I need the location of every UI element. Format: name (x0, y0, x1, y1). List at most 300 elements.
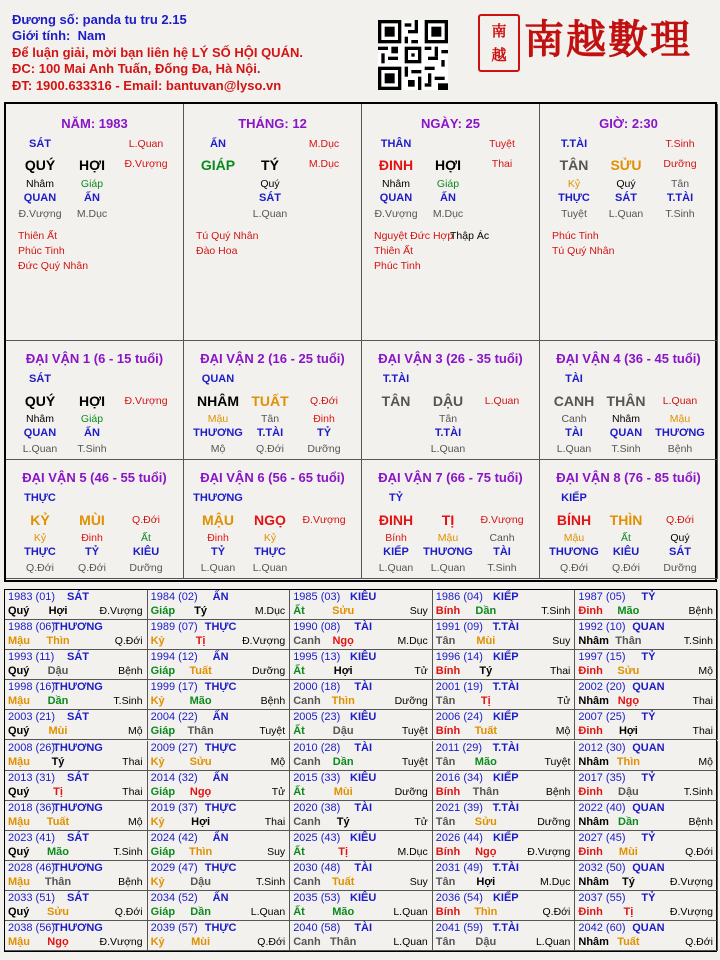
annual-branch: Tý (194, 605, 208, 617)
annual-branch: Tị (53, 785, 63, 798)
hidden-god: THƯƠNG (423, 546, 473, 558)
pillar-branch: HỢI (435, 157, 461, 173)
annual-branch: Mão (47, 845, 69, 858)
annual-year: 2000 (18) (293, 681, 341, 694)
annual-stem: Tân (435, 815, 456, 828)
hidden-stem: Tân (438, 413, 458, 425)
dai-van-title: ĐẠI VẬN 7 (66 - 75 tuổi) (378, 470, 523, 485)
dai-van-branch: MÙI (79, 512, 105, 528)
annual-year: 2006 (24) (435, 711, 483, 724)
annual-cell (433, 590, 576, 620)
hidden-god: ẤN (440, 192, 456, 204)
hidden-god: TỶ (210, 546, 226, 558)
annual-stage: Mộ (270, 755, 286, 768)
annual-branch: Sửu (474, 815, 497, 828)
hidden-stem: Quý (670, 532, 690, 544)
annual-cell (290, 620, 433, 650)
annual-year: 2016 (34) (435, 771, 483, 784)
annual-god: QUAN (632, 621, 665, 634)
dai-van-god: SÁT (29, 373, 51, 385)
annual-cell (433, 680, 576, 710)
dai-van-title: ĐẠI VẬN 8 (76 - 85 tuổi) (556, 470, 701, 485)
annual-god: TỶ (641, 892, 656, 904)
annual-stem: Bính (435, 845, 461, 858)
annual-stage: Đ.Vượng (669, 875, 713, 888)
annual-stage: Q.Đới (257, 936, 286, 949)
annual-stage: Đ.Vượng (242, 635, 286, 648)
annual-stem: Nhâm (578, 875, 609, 888)
chart-header (12, 12, 303, 94)
annual-year: 2038 (56) (8, 922, 56, 935)
annual-god: KIÊU (350, 892, 377, 904)
annual-cell (290, 771, 433, 801)
annual-year: 2002 (20) (578, 681, 626, 694)
annual-year: 1985 (03) (293, 591, 341, 603)
annual-cell (433, 891, 576, 921)
annual-cell (575, 710, 718, 740)
annual-god: THƯƠNG (53, 861, 103, 874)
annual-cell (148, 590, 291, 620)
annual-cell (148, 650, 291, 680)
dai-van-cell (184, 460, 362, 579)
annual-year: 1988 (06) (8, 621, 56, 634)
dai-van-cell (184, 341, 362, 460)
annual-branch: Dần (190, 906, 211, 918)
pillar-stem: QUÝ (24, 157, 56, 173)
hidden-stem: Kỷ (263, 532, 277, 544)
annual-stem: Mậu (8, 936, 30, 949)
annual-god: T.TÀI (492, 681, 519, 694)
annual-stem: Đinh (578, 906, 603, 918)
hidden-stage: L.Quan (608, 208, 644, 220)
annual-year: 2014 (32) (150, 771, 198, 784)
annual-year: 2003 (21) (8, 711, 56, 724)
annual-branch: Thân (187, 725, 214, 738)
annual-stage: Mộ (128, 725, 143, 738)
annual-god: ẤN (212, 711, 229, 724)
phone-email-line: ĐT: 1900.633316 - Email: bantuvan@lyso.vn (12, 77, 282, 93)
dai-van-cell (6, 460, 184, 579)
hidden-stem: Mậu (207, 413, 229, 425)
annual-cell (290, 680, 433, 710)
annual-grid (4, 589, 717, 952)
annual-stem: Mậu (8, 755, 30, 768)
annual-year: 2027 (45) (578, 831, 626, 844)
annual-cell (148, 921, 291, 951)
pillar-star: Phúc Tinh (18, 245, 65, 257)
annual-stage: Thai (692, 695, 713, 708)
annual-year: 2018 (36) (8, 801, 56, 814)
annual-cell (575, 650, 718, 680)
annual-branch: Dần (47, 695, 69, 708)
annual-cell (575, 801, 718, 831)
annual-branch: Tuất (331, 875, 355, 888)
annual-cell (290, 710, 433, 740)
annual-year: 1983 (01) (8, 591, 56, 603)
pillar-star: Thiên Ất (374, 245, 414, 257)
annual-branch: Dần (332, 755, 354, 768)
hidden-god: ẤN (84, 192, 100, 204)
annual-cell (290, 921, 433, 951)
annual-year: 1987 (05) (578, 591, 626, 603)
hidden-stem: Nhâm (25, 413, 55, 425)
hidden-god: SÁT (615, 192, 637, 204)
annual-god: THƯƠNG (53, 741, 103, 754)
pillar-star: Tú Quý Nhân (196, 230, 259, 242)
annual-god: QUAN (632, 681, 665, 694)
pillar-stem-stage: M.Dục (308, 138, 340, 150)
annual-year: 1999 (17) (150, 681, 198, 694)
annual-god: KIẾP (492, 651, 519, 664)
hidden-stage: T.Sinh (487, 562, 517, 574)
pillar-stem-god: T.TÀI (560, 138, 588, 150)
annual-god: QUAN (632, 801, 665, 814)
pillar-stem: TÂN (559, 157, 589, 173)
hidden-god: KIẾP (383, 546, 409, 558)
annual-stage: T.Sinh (683, 635, 713, 648)
hidden-god: THỰC (24, 546, 56, 558)
annual-year: 2042 (60) (578, 922, 626, 935)
annual-year: 2040 (58) (293, 922, 341, 935)
hidden-stem: Giáp (80, 178, 104, 190)
pillar-title: THÁNG: 12 (238, 116, 307, 131)
annual-stage: M.Dục (397, 845, 428, 858)
dai-van-stem: QUÝ (24, 393, 56, 409)
dai-van-cell (540, 341, 718, 460)
dai-van-branch: THÌN (609, 512, 643, 528)
annual-god: THƯƠNG (53, 801, 103, 814)
annual-cell (5, 831, 148, 861)
dai-van-branch: NGỌ (254, 512, 286, 528)
annual-god: TÀI (354, 621, 373, 634)
annual-stage: Dưỡng (394, 695, 428, 708)
annual-stem: Quý (8, 665, 30, 678)
annual-god: KIẾP (492, 771, 519, 784)
annual-stage: Bệnh (688, 605, 713, 617)
dai-van-cell (540, 460, 718, 579)
annual-stage: Suy (409, 875, 428, 888)
annual-year: 1984 (02) (150, 591, 198, 603)
annual-god: THỰC (204, 681, 237, 694)
annual-stage: Bệnh (260, 695, 286, 708)
hidden-stem: Quý (260, 178, 280, 190)
chart-grid (4, 102, 717, 582)
annual-stem: Bính (435, 906, 461, 918)
hidden-god: TÀI (493, 546, 511, 558)
annual-cell (575, 620, 718, 650)
annual-god: TỶ (641, 651, 656, 664)
annual-stage: M.Dục (540, 875, 571, 888)
dai-van-branch: THÂN (606, 393, 646, 409)
hidden-stem: Nhâm (25, 178, 55, 190)
annual-year: 1986 (04) (435, 591, 483, 603)
pillar-title: GIỜ: 2:30 (599, 116, 658, 131)
annual-cell (575, 921, 718, 951)
annual-year: 1998 (16) (8, 681, 56, 694)
hidden-stem: Tân (670, 178, 690, 190)
annual-god: THƯƠNG (53, 922, 103, 935)
dai-van-god: TỶ (388, 492, 404, 504)
hidden-stem: Mậu (563, 532, 585, 544)
pillar-star: Nguyệt Đức Hợp (374, 230, 454, 242)
dai-van-title: ĐẠI VẬN 5 (46 - 55 tuổi) (22, 470, 167, 485)
annual-year: 1992 (10) (578, 621, 626, 634)
annual-stem: Giáp (150, 785, 176, 798)
annual-stage: Tử (414, 815, 428, 828)
hidden-stage: Tuyệt (561, 208, 587, 220)
annual-god: THỰC (204, 861, 237, 874)
annual-year: 2007 (25) (578, 711, 626, 724)
dai-van-god: THỰC (24, 492, 56, 504)
annual-god: KIẾP (492, 591, 519, 603)
annual-cell (433, 801, 576, 831)
dai-van-stage: Q.Đới (310, 395, 338, 407)
annual-stem: Mậu (8, 635, 30, 648)
hidden-stem: Giáp (80, 413, 104, 425)
dai-van-branch: TỊ (441, 512, 455, 528)
annual-stage: Mộ (555, 725, 571, 738)
pillar-star: Phúc Tinh (374, 260, 421, 272)
annual-god: T.TÀI (492, 922, 519, 935)
hidden-stem: Đinh (207, 532, 229, 544)
dai-van-title: ĐẠI VẬN 6 (56 - 65 tuổi) (200, 470, 345, 485)
hidden-stage: Dưỡng (307, 443, 341, 455)
annual-year: 2035 (53) (293, 892, 341, 904)
annual-stage: M.Dục (397, 635, 428, 648)
annual-year: 2030 (48) (293, 861, 341, 874)
annual-year: 1993 (11) (8, 651, 55, 664)
annual-branch: Tý (51, 755, 65, 768)
annual-stage: Q.Đới (685, 936, 713, 949)
qr-code-icon[interactable] (378, 20, 448, 90)
annual-cell (148, 831, 291, 861)
annual-cell (575, 680, 718, 710)
hidden-stage: L.Quan (430, 443, 466, 455)
annual-cell (148, 801, 291, 831)
brand-logo-text: 南越數理 (524, 16, 692, 63)
annual-stage: Tử (271, 785, 286, 798)
annual-year: 2041 (59) (435, 922, 483, 935)
annual-god: KIÊU (350, 711, 377, 724)
annual-god: QUAN (632, 922, 665, 935)
dai-van-branch: DẬU (432, 393, 464, 409)
annual-god: SÁT (67, 591, 89, 603)
annual-god: THỰC (204, 741, 237, 754)
hidden-god: SÁT (259, 192, 281, 204)
annual-cell (433, 650, 576, 680)
annual-stage: L.Quan (535, 936, 571, 949)
hidden-stage: Mộ (210, 443, 226, 455)
annual-branch: Mùi (48, 725, 68, 738)
annual-cell (433, 921, 576, 951)
annual-stage: Mộ (698, 665, 713, 678)
annual-branch: Dậu (190, 875, 211, 888)
hidden-stage: T.Sinh (665, 208, 695, 220)
hidden-god: T.TÀI (256, 427, 284, 439)
annual-stage: Đ.Vượng (527, 845, 571, 858)
pillar-branch-stage: M.Dục (308, 158, 340, 170)
annual-god: TỶ (641, 711, 656, 724)
annual-branch: Mùi (618, 845, 638, 858)
hidden-stem: Canh (489, 532, 515, 544)
hidden-god: TỶ (84, 546, 100, 558)
owner-label: Đương số: (12, 12, 80, 27)
hidden-stage: L.Quan (252, 562, 288, 574)
annual-stage: T.Sinh (541, 605, 571, 617)
annual-stem: Đinh (578, 725, 603, 738)
annual-stem: Giáp (150, 845, 176, 858)
annual-year: 2013 (31) (8, 771, 56, 784)
annual-god: KIẾP (492, 711, 519, 724)
pillar-star: Phúc Tinh (552, 230, 599, 242)
dai-van-stem: TÂN (381, 393, 411, 409)
annual-stage: Thai (549, 665, 571, 678)
annual-stem: Bính (435, 605, 461, 617)
hidden-stage: L.Quan (22, 443, 58, 455)
annual-branch: Mùi (191, 936, 211, 949)
annual-cell (148, 861, 291, 891)
annual-stem: Quý (8, 725, 30, 738)
annual-stem: Tân (435, 875, 456, 888)
annual-god: TÀI (354, 801, 373, 814)
annual-stem: Quý (8, 785, 30, 798)
annual-year: 2031 (49) (435, 861, 483, 874)
annual-year: 1997 (15) (578, 651, 626, 664)
pillar-star: Đức Quý Nhân (18, 260, 89, 272)
annual-cell (433, 710, 576, 740)
annual-stage: T.Sinh (113, 845, 143, 858)
annual-stage: Dưỡng (537, 815, 571, 828)
annual-year: 2009 (27) (150, 741, 198, 754)
annual-cell (433, 620, 576, 650)
hidden-god: THƯƠNG (655, 427, 705, 439)
annual-cell (5, 680, 148, 710)
pillar-branch-stage: Dưỡng (663, 158, 697, 170)
pillar-stem: ĐINH (378, 157, 414, 173)
annual-branch: Mùi (333, 785, 353, 798)
hidden-god: QUAN (609, 427, 643, 439)
annual-cell (433, 831, 576, 861)
annual-stage: Thai (264, 815, 286, 828)
annual-stage: Thai (692, 725, 713, 738)
annual-branch: Mão (617, 605, 640, 617)
annual-branch: Thìn (474, 906, 498, 918)
hidden-stage: Đ.Vượng (18, 208, 62, 220)
annual-god: KIẾP (492, 831, 519, 844)
annual-god: ẤN (212, 591, 229, 603)
annual-branch: Thìn (46, 635, 70, 648)
annual-god: KIÊU (350, 591, 377, 603)
annual-year: 2021 (39) (435, 801, 483, 814)
annual-branch: Dậu (618, 785, 639, 798)
annual-god: KIẾP (492, 892, 519, 904)
annual-stem: Canh (293, 815, 321, 828)
annual-year: 2008 (26) (8, 741, 56, 754)
annual-year: 2026 (44) (435, 831, 483, 844)
annual-god: TÀI (354, 922, 373, 935)
hidden-stage: Q.Đới (560, 562, 588, 574)
red-seal-stamp: 南 越 (478, 14, 520, 72)
annual-cell (148, 771, 291, 801)
annual-cell (148, 680, 291, 710)
annual-stem: Tân (435, 936, 456, 949)
annual-god: T.TÀI (492, 801, 519, 814)
annual-stem: Quý (8, 845, 30, 858)
annual-branch: Ngọ (332, 635, 354, 648)
annual-god: QUAN (632, 861, 665, 874)
hidden-stage: Q.Đới (256, 443, 284, 455)
annual-cell (575, 891, 718, 921)
annual-year: 1989 (07) (150, 621, 198, 634)
annual-cell (290, 590, 433, 620)
annual-cell (5, 650, 148, 680)
annual-stem: Đinh (578, 665, 603, 678)
dai-van-title: ĐẠI VẬN 4 (36 - 45 tuổi) (556, 351, 701, 366)
annual-branch: Ngọ (617, 695, 640, 708)
hidden-stem: Ất (141, 532, 151, 544)
annual-branch: Tị (623, 906, 634, 918)
annual-cell (5, 801, 148, 831)
annual-stem: Canh (293, 635, 321, 648)
hidden-god: TÀI (565, 427, 583, 439)
pillar-stem-stage: T.Sinh (665, 138, 695, 150)
annual-cell (575, 590, 718, 620)
annual-branch: Thìn (188, 845, 213, 858)
annual-branch: Dậu (47, 665, 69, 678)
annual-year: 1995 (13) (293, 651, 341, 664)
pillar-branch: HỢI (79, 157, 105, 173)
hidden-stem: Kỷ (567, 178, 581, 190)
annual-branch: Thìn (331, 695, 355, 708)
annual-stem: Nhâm (578, 695, 609, 708)
annual-branch: Hợi (333, 665, 353, 678)
annual-stem: Nhâm (578, 755, 609, 768)
annual-god: THƯƠNG (53, 621, 103, 634)
pillar-stem-stage: Tuyệt (489, 138, 515, 150)
hidden-god: T.TÀI (666, 192, 694, 204)
annual-branch: Tuất (46, 815, 70, 828)
annual-cell (290, 741, 433, 771)
annual-stem: Ất (293, 785, 305, 798)
annual-stage: Thai (122, 785, 143, 798)
dai-van-stage: Đ.Vượng (124, 395, 168, 407)
dai-van-cell (362, 341, 540, 460)
annual-god: T.TÀI (492, 621, 519, 634)
annual-branch: Thân (615, 635, 642, 648)
hidden-stem: Đinh (313, 413, 335, 425)
annual-branch: Mão (332, 906, 355, 918)
annual-stage: Tuyệt (401, 755, 428, 768)
annual-year: 2036 (54) (435, 892, 483, 904)
annual-stage: Suy (409, 605, 428, 617)
annual-cell (148, 741, 291, 771)
annual-stage: T.Sinh (256, 875, 286, 888)
pillar-stem: GIÁP (200, 157, 236, 173)
annual-year: 1991 (09) (435, 621, 483, 634)
pillar-cell (6, 104, 184, 341)
hidden-god: KIÊU (132, 546, 160, 558)
pillar-stem-god: SÁT (29, 138, 51, 150)
annual-stem: Mậu (8, 815, 30, 828)
hidden-god: QUAN (379, 192, 413, 204)
annual-cell (5, 590, 148, 620)
hidden-god: T.TÀI (434, 427, 462, 439)
annual-stem: Giáp (150, 906, 176, 918)
annual-god: SÁT (67, 771, 89, 784)
annual-branch: Mão (474, 755, 497, 768)
hidden-stem: Canh (561, 413, 587, 425)
annual-stem: Giáp (150, 605, 176, 617)
